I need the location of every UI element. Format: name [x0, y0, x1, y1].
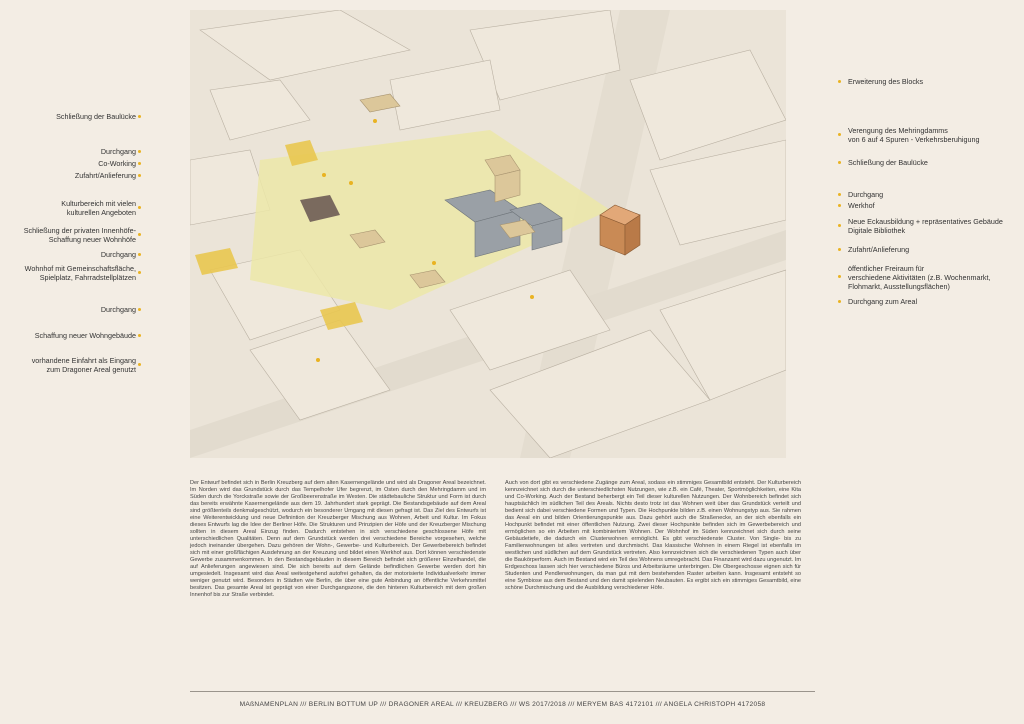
label-marker [838, 193, 841, 196]
label-left-8: Schaffung neuer Wohnhöfe [48, 235, 136, 244]
label-right-10: öffentlicher Freiraum für [848, 264, 925, 273]
description-text-right: Auch von dort gibt es verschiedene Zugänge zum Areal, sodass ein stimmiges Gesamtbild entsteht. Der Kulturbereich kennzeichnet sich durch die unterschiedlichsten Nutzungen, wie z.B. ein Café, Theater, Sportmöglichkeiten, eine Kita und Co-Working. Auch der Bestand beherbergt ein Teil dieser kulturellen Nutzungen. Der Wohnbereich befindet sich hauptsächlich im südlichen Teil des Areals. Nichts desto trotz ist das Wohnen weit über das Grundstück verteilt und bedient sich dabei verschiedene Formen und Typen. Die Hochpunkte bilden z.B. einen Wohnungstyp aus. Sie rahmen das Areal ein und bilden Orientierungspunkte aus. Dazu gehört auch die Straßenecke, an der sich ebenfalls ein Hochpunkt befindet mit einer öffentlichen Nutzung. Zwei dieser Hochpunkte befinden sich im Gewerbebereich und ermöglichen so ein Arbeiten mit kombiniertem Wohnen. Der Wohnhof im Süden kennzeichnet sich durch seine Gebäudetiefe, die dadurch ein Clusterwohnen ermöglicht. Es gibt verschiedenste Cluster. Von Single- bis zu Familienwohnungen ist alles vertreten und durchmischt. Das klassische Wohnen in einem Riegel ist ebenfalls im westlichen und südlichen auf dem Grundstück vertreten. Also kennzeichnen sich die verschiedenen Typen auch über die Baukörperform. Auch im Bestand wird ein Teil des Wohnens umregebracht. Das Finanzamt wird dazu ungenutzt. Im Erdgeschoss lassen sich hier verschiedene Büros und Arbeitsräume unterbringen. Die Obergeschosse eignen sich für Studenten und Pendlerwohnungen, da man gut mit dem bestehenden Raster arbeiten kann. Insgesamt entsteht so eine Symbiose aus dem Bestand und den damit spielenden Neubauten. Es ergibt sich ein stimmiges Gesamtbild, eine schöne Durchmischung und die Ausbildung verschiedener Höfe. [505, 480, 801, 591]
label-marker [838, 224, 841, 227]
footer-credits: MAßNAMENPLAN /// BERLIN BOTTUM UP /// DRAGONER AREAL /// KREUZBERG /// WS 2017/2018 /// MERYEM BAS 4172101 /// ANGELA CHRISTOPH 4172058 [239, 701, 766, 708]
label-right-12: Flohmarkt, Ausstellungsflächen) [848, 282, 950, 291]
label-marker [838, 300, 841, 303]
label-marker [838, 80, 841, 83]
label-right-13: Durchgang zum Areal [848, 297, 918, 306]
label-marker [138, 363, 141, 366]
label-left-2: Durchgang [100, 147, 136, 156]
label-left-4: Zufahrt/Anlieferung [74, 171, 136, 180]
label-marker [838, 161, 841, 164]
label-marker [838, 248, 841, 251]
description-text-left: Der Entwurf befindet sich in Berlin Kreuzberg auf dem alten Kasernengelände und wird als Dragoner Areal bezeichnet. Im Norden wird das Grundstück durch das Tempelhofer Ufer begrenzt, im Osten durch den Mehringdamm und im Süden durch die Yorckstraße sowie der Großbeerenstraße im Westen. Die städtebauliche Struktur und Form ist durch das bereits erwähnte Kasernengelände aus dem 19. Jahrhundert stark geprägt. Die Bestandsgebäude auf dem Areal sind größtenteils denkmalgeschützt, wodurch ein besonderer Umgang mit diesen gefragt ist. Das Ziel des Entwurfs ist eine Weiterentwicklung und neue Definintion der Kreuzberger Mischung aus Wohnen, Arbeit und Kultur. Im Fokus dieses Entwurfs lag die Idee der Berliner Höfe. Die Strukturen und Prinzipien der Höfe und der Kreuzberger Mischung sollten in diesem Areal Einzug finden. Dadurch entstehen in sich verschiedene geschlossene Höfe mit unterschiedlichen Qualitäten. Denn auf dem Grundstück werden drei verschiedene Bereiche vorgesehen, welche jedoch ineinander übergehen. Dazu gehören der Wohn-, Gewerbe- und Kulturbereich. Der Gewerbebereich befindet sich mit einer großflächigen Ausdehnung an der Kreuzung und bildet einen Werkhof aus. Dort können verschiedenste Gewerbe zusammenkommen. In den Bestandsgebäuden in diesem Bereich befindet sich größerer Einzelhandel, die auf Anlieferungen angewiesen sind. Die sich bereits auf dem Gelände befindlichen Gewerbe werden dort hin umgesiedelt. Insgesamt wird das Areal weitestgehend autofrei gehalten, da der motorisierte Individualverkehr immer weniger genutzt wird. Besonders in Städten wie Berlin, die über eine gute Anbindung an öffentliche Verkehrsmittel besitzen. Das gesamte Areal ist geprägt von einer Durchgangszone, die den hinteren Kulturbereich mit dem großen Innenhof bis zur Straße verbindet. [190, 480, 486, 598]
label-marker [138, 162, 141, 165]
label-left-5: Kulturbereich mit vielen [61, 199, 136, 208]
label-marker [838, 204, 841, 207]
label-left-9: Durchgang [100, 250, 136, 259]
label-right-2: Verengung des Mehringdamms [848, 126, 948, 135]
label-left-6: kulturellen Angeboten [66, 208, 136, 217]
label-right-11: verschiedene Aktivitäten (z.B. Wochenmarkt, [848, 273, 991, 282]
label-right-3: von 6 auf 4 Spuren - Verkehrsberuhigung [848, 135, 980, 144]
label-left-1: Schließung der Baulücke [56, 112, 136, 121]
label-marker [838, 275, 841, 278]
label-left-11: Spielplatz, Fahrradstellplätzen [39, 273, 136, 282]
label-right-6: Werkhof [848, 201, 875, 210]
label-marker [138, 233, 141, 236]
label-right-8: Digitale Bibliothek [848, 226, 906, 235]
label-right-7: Neue Eckausbildung + repräsentatives Gebäude [848, 217, 1003, 226]
label-marker [138, 334, 141, 337]
label-right-4: Schließung der Baulücke [848, 158, 928, 167]
label-marker [138, 174, 141, 177]
label-left-13: Schaffung neuer Wohngebäude [34, 331, 136, 340]
label-marker [138, 271, 141, 274]
label-marker [138, 253, 141, 256]
label-left-10: Wohnhof mit Gemeinschaftsfläche, [24, 264, 136, 273]
label-right-1: Erweiterung des Blocks [848, 77, 924, 86]
label-left-14: vorhandene Einfahrt als Eingang [31, 356, 136, 365]
label-marker [138, 150, 141, 153]
label-left-7: Schließung der privaten Innenhöfe- [23, 226, 136, 235]
label-right-5: Durchgang [848, 190, 884, 199]
axonometric-site-plan [190, 10, 786, 458]
digital-library-building [600, 205, 640, 255]
label-right-9: Zufahrt/Anlieferung [848, 245, 910, 254]
label-marker [838, 133, 841, 136]
label-left-12: Durchgang [100, 305, 136, 314]
label-marker [138, 206, 141, 209]
label-left-15: zum Dragoner Areal genutzt [46, 365, 136, 374]
label-marker [138, 308, 141, 311]
footer-divider [190, 691, 815, 692]
label-left-3: Co-Working [98, 159, 136, 168]
label-marker [138, 115, 141, 118]
